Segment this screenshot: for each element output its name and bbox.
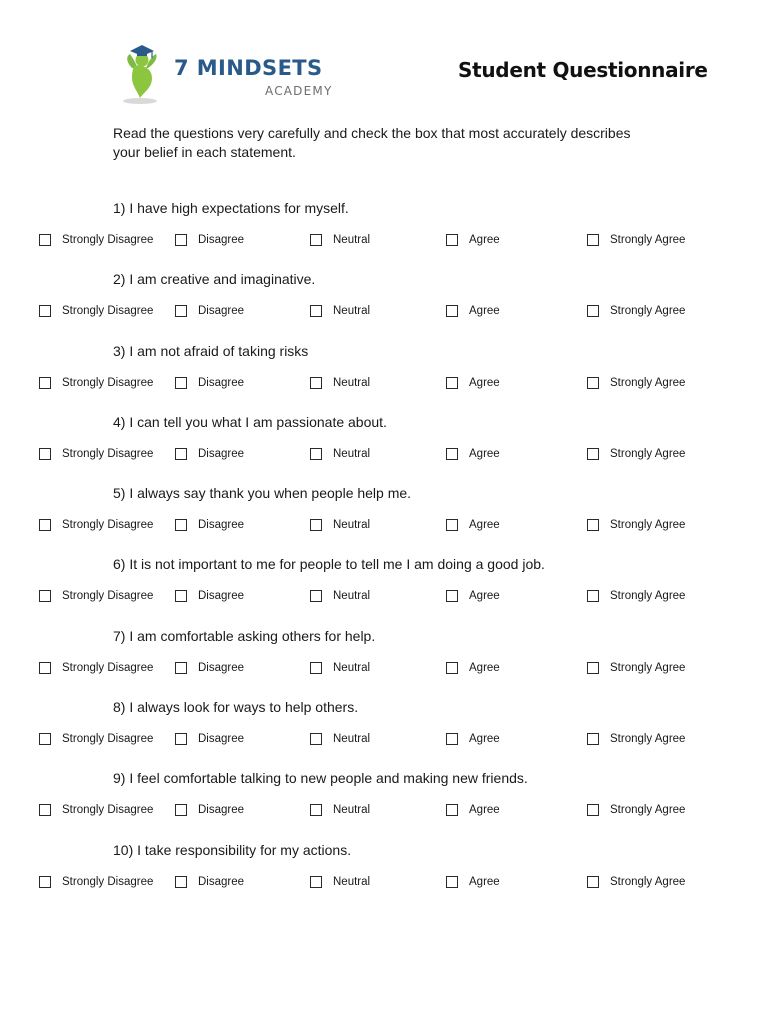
checkbox-empty-icon[interactable] xyxy=(310,804,322,816)
answer-options xyxy=(0,876,768,896)
answer-option-label: Strongly Disagree xyxy=(62,804,154,817)
checkbox-empty-icon[interactable] xyxy=(175,519,187,531)
question-text: 8) I always look for ways to help others. xyxy=(113,699,359,716)
checkbox-empty-icon[interactable] xyxy=(175,305,187,317)
answer-option[interactable] xyxy=(175,377,244,389)
checkbox-empty-icon[interactable] xyxy=(446,234,458,246)
checkbox-empty-icon[interactable] xyxy=(446,733,458,745)
answer-option[interactable] xyxy=(39,305,153,317)
answer-option[interactable] xyxy=(587,377,685,389)
answer-option[interactable] xyxy=(175,234,244,246)
checkbox-empty-icon[interactable] xyxy=(310,519,322,531)
answer-option[interactable] xyxy=(446,804,500,816)
answer-options xyxy=(0,662,768,682)
checkbox-empty-icon[interactable] xyxy=(587,305,599,317)
question-item xyxy=(0,341,768,412)
answer-options xyxy=(0,448,768,468)
answer-option-label: Neutral xyxy=(333,733,371,746)
answer-option[interactable] xyxy=(39,519,153,531)
question-text: 3) I am not afraid of taking risks xyxy=(113,342,309,359)
answer-option-label: Strongly Disagree xyxy=(62,305,154,318)
answer-option-label: Strongly Disagree xyxy=(62,590,154,603)
answer-option-label: Disagree xyxy=(198,661,245,674)
answer-option[interactable] xyxy=(446,234,500,246)
answer-option-label: Disagree xyxy=(198,447,245,460)
answer-option-label: Strongly Disagree xyxy=(62,733,154,746)
answer-option[interactable] xyxy=(446,448,500,460)
checkbox-empty-icon[interactable] xyxy=(39,305,51,317)
checkbox-empty-icon[interactable] xyxy=(175,234,187,246)
answer-option[interactable] xyxy=(175,662,244,674)
question-text: 9) I feel comfortable talking to new people and making new friends. xyxy=(113,770,528,787)
answer-option-label: Agree xyxy=(469,804,500,817)
checkbox-empty-icon[interactable] xyxy=(587,590,599,602)
answer-option-label: Agree xyxy=(469,875,500,888)
answer-options xyxy=(0,234,768,254)
answer-option[interactable] xyxy=(310,234,370,246)
answer-option-label: Neutral xyxy=(333,376,371,389)
checkbox-empty-icon[interactable] xyxy=(446,448,458,460)
brand-subtitle: ACADEMY xyxy=(265,84,333,98)
answer-option[interactable] xyxy=(310,519,370,531)
instructions-text: Read the questions very carefully and check the box that most accurately describes your belief in each statement. xyxy=(113,125,631,160)
answer-option[interactable] xyxy=(39,448,153,460)
answer-options xyxy=(0,804,768,824)
answer-option[interactable] xyxy=(310,305,370,317)
answer-options xyxy=(0,590,768,610)
checkbox-empty-icon[interactable] xyxy=(446,590,458,602)
checkbox-empty-icon[interactable] xyxy=(39,804,51,816)
question-text: 1) I have high expectations for myself. xyxy=(113,200,349,216)
question-text: 5) I always say thank you when people help me. xyxy=(113,485,412,502)
checkbox-empty-icon[interactable] xyxy=(175,662,187,674)
answer-option-label: Strongly Agree xyxy=(610,804,686,817)
answer-option-label: Neutral xyxy=(333,234,371,246)
checkbox-empty-icon[interactable] xyxy=(446,662,458,674)
answer-option-label: Strongly Disagree xyxy=(62,376,154,389)
checkbox-empty-icon[interactable] xyxy=(310,590,322,602)
answer-option-label: Disagree xyxy=(198,590,245,603)
answer-option-label: Neutral xyxy=(333,305,371,318)
answer-option[interactable] xyxy=(587,519,685,531)
answer-option-label: Agree xyxy=(469,376,500,389)
answer-option-label: Agree xyxy=(469,733,500,746)
answer-option[interactable] xyxy=(39,733,153,745)
checkbox-empty-icon[interactable] xyxy=(446,305,458,317)
answer-option-label: Strongly Disagree xyxy=(62,875,154,888)
answer-option-label: Neutral xyxy=(333,875,371,888)
checkbox-empty-icon[interactable] xyxy=(39,377,51,389)
brand-name: 7 MINDSETS xyxy=(174,56,323,80)
checkbox-empty-icon[interactable] xyxy=(446,519,458,531)
answer-option-label: Agree xyxy=(469,590,500,603)
answer-option[interactable] xyxy=(310,876,370,888)
answer-option-label: Strongly Agree xyxy=(610,590,686,603)
checkbox-empty-icon[interactable] xyxy=(310,662,322,674)
answer-option[interactable] xyxy=(446,733,500,745)
answer-option-label: Strongly Agree xyxy=(610,661,686,674)
answer-options xyxy=(0,519,768,539)
answer-option[interactable] xyxy=(39,590,153,602)
checkbox-empty-icon[interactable] xyxy=(175,448,187,460)
page-title: Student Questionnaire xyxy=(458,58,708,82)
answer-option-label: Neutral xyxy=(333,447,371,460)
checkbox-empty-icon[interactable] xyxy=(39,662,51,674)
answer-option-label: Agree xyxy=(469,447,500,460)
answer-option-label: Neutral xyxy=(333,661,371,674)
checkbox-empty-icon[interactable] xyxy=(446,876,458,888)
graduate-figure-icon xyxy=(118,42,168,108)
answer-option[interactable] xyxy=(587,305,685,317)
answer-option[interactable] xyxy=(310,448,370,460)
answer-option-label: Strongly Agree xyxy=(610,519,686,532)
checkbox-empty-icon[interactable] xyxy=(39,519,51,531)
checkbox-empty-icon[interactable] xyxy=(587,662,599,674)
checkbox-empty-icon[interactable] xyxy=(587,234,599,246)
answer-option[interactable] xyxy=(175,876,244,888)
answer-option-label: Disagree xyxy=(198,875,245,888)
question-item xyxy=(0,768,768,839)
question-item xyxy=(0,840,768,911)
answer-option[interactable] xyxy=(175,733,244,745)
answer-option-label: Agree xyxy=(469,234,500,246)
answer-option-label: Neutral xyxy=(333,519,371,532)
checkbox-empty-icon[interactable] xyxy=(175,377,187,389)
checkbox-empty-icon[interactable] xyxy=(175,590,187,602)
answer-option-label: Disagree xyxy=(198,733,245,746)
answer-option[interactable] xyxy=(39,876,153,888)
answer-option[interactable] xyxy=(587,804,685,816)
answer-options xyxy=(0,377,768,397)
answer-option-label: Disagree xyxy=(198,305,245,318)
answer-option[interactable] xyxy=(446,305,500,317)
answer-options xyxy=(0,733,768,753)
question-item xyxy=(0,697,768,768)
checkbox-empty-icon[interactable] xyxy=(446,377,458,389)
answer-option-label: Agree xyxy=(469,305,500,318)
answer-option[interactable] xyxy=(446,590,500,602)
question-text: 4) I can tell you what I am passionate about. xyxy=(113,413,387,430)
answer-option[interactable] xyxy=(446,662,500,674)
answer-option[interactable] xyxy=(587,234,685,246)
answer-option-label: Strongly Disagree xyxy=(62,661,154,674)
answer-option-label: Neutral xyxy=(333,590,371,603)
answer-option-label: Agree xyxy=(469,519,500,532)
answer-option[interactable] xyxy=(587,733,685,745)
answer-option-label: Strongly Agree xyxy=(610,305,686,318)
question-item xyxy=(0,412,768,483)
answer-option-label: Strongly Disagree xyxy=(62,234,154,246)
brand-logo xyxy=(118,42,333,108)
answer-option-label: Strongly Agree xyxy=(610,234,686,246)
checkbox-empty-icon[interactable] xyxy=(310,377,322,389)
question-text: 2) I am creative and imaginative. xyxy=(113,271,316,288)
answer-option[interactable] xyxy=(175,305,244,317)
answer-option[interactable] xyxy=(39,804,153,816)
checkbox-empty-icon[interactable] xyxy=(587,733,599,745)
checkbox-empty-icon[interactable] xyxy=(587,377,599,389)
checkbox-empty-icon[interactable] xyxy=(587,804,599,816)
answer-option-label: Agree xyxy=(469,661,500,674)
answer-option-label: Neutral xyxy=(333,804,371,817)
answer-option[interactable] xyxy=(310,377,370,389)
checkbox-empty-icon[interactable] xyxy=(310,876,322,888)
checkbox-empty-icon[interactable] xyxy=(310,448,322,460)
answer-option[interactable] xyxy=(175,448,244,460)
answer-option[interactable] xyxy=(310,590,370,602)
question-item xyxy=(0,554,768,625)
answer-option-label: Strongly Agree xyxy=(610,733,686,746)
answer-option[interactable] xyxy=(39,377,153,389)
answer-option-label: Strongly Disagree xyxy=(62,519,154,532)
checkbox-empty-icon[interactable] xyxy=(587,519,599,531)
question-item xyxy=(0,483,768,554)
answer-option[interactable] xyxy=(39,662,153,674)
answer-option[interactable] xyxy=(587,876,685,888)
checkbox-empty-icon[interactable] xyxy=(39,876,51,888)
answer-option-label: Disagree xyxy=(198,234,245,246)
question-text: 10) I take responsibility for my actions. xyxy=(113,841,352,858)
answer-option[interactable] xyxy=(39,234,153,246)
question-item xyxy=(0,626,768,697)
answer-option[interactable] xyxy=(175,519,244,531)
answer-option-label: Strongly Disagree xyxy=(62,447,154,460)
answer-option-label: Strongly Agree xyxy=(610,376,686,389)
question-item xyxy=(0,198,768,269)
answer-option-label: Strongly Agree xyxy=(610,447,686,460)
answer-option-label: Disagree xyxy=(198,376,245,389)
checkbox-empty-icon[interactable] xyxy=(587,448,599,460)
answer-options xyxy=(0,305,768,325)
answer-option[interactable] xyxy=(310,804,370,816)
checkbox-empty-icon[interactable] xyxy=(175,876,187,888)
checkbox-empty-icon[interactable] xyxy=(587,876,599,888)
checkbox-empty-icon[interactable] xyxy=(446,804,458,816)
checkbox-empty-icon[interactable] xyxy=(310,234,322,246)
checkbox-empty-icon[interactable] xyxy=(39,448,51,460)
answer-option[interactable] xyxy=(446,876,500,888)
answer-option[interactable] xyxy=(175,590,244,602)
checkbox-empty-icon[interactable] xyxy=(39,590,51,602)
questions-list xyxy=(0,198,768,911)
answer-option[interactable] xyxy=(587,662,685,674)
question-text: 6) It is not important to me for people to tell me I am doing a good job. xyxy=(113,556,545,573)
checkbox-empty-icon[interactable] xyxy=(310,733,322,745)
answer-option[interactable] xyxy=(310,733,370,745)
answer-option[interactable] xyxy=(587,448,685,460)
answer-option[interactable] xyxy=(587,590,685,602)
question-text: 7) I am comfortable asking others for help. xyxy=(113,627,376,644)
checkbox-empty-icon[interactable] xyxy=(310,305,322,317)
answer-option-label: Disagree xyxy=(198,804,245,817)
checkbox-empty-icon[interactable] xyxy=(175,804,187,816)
answer-option[interactable] xyxy=(310,662,370,674)
checkbox-empty-icon[interactable] xyxy=(39,733,51,745)
answer-option[interactable] xyxy=(446,377,500,389)
question-item xyxy=(0,269,768,340)
answer-option[interactable] xyxy=(175,804,244,816)
checkbox-empty-icon[interactable] xyxy=(39,234,51,246)
answer-option[interactable] xyxy=(446,519,500,531)
answer-option-label: Strongly Agree xyxy=(610,875,686,888)
answer-option-label: Disagree xyxy=(198,519,245,532)
checkbox-empty-icon[interactable] xyxy=(175,733,187,745)
